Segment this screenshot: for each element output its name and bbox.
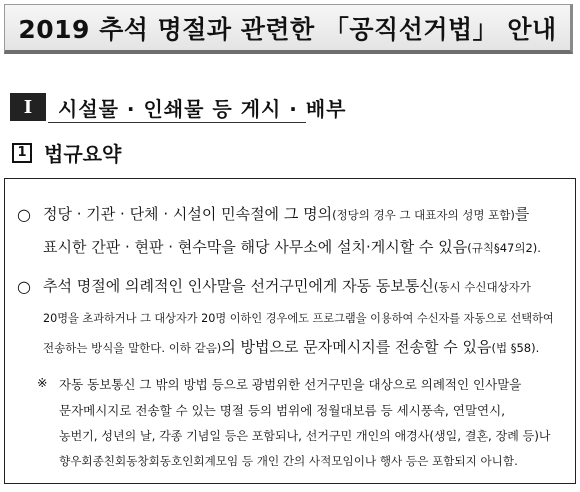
note-line-3: 농번기, 성년의 날, 각종 기념일 등은 포함되나, 선거구민 개인의 애경사(생일, 결혼, 장례 등)나 <box>59 429 551 443</box>
item-2-note-start: (동시 수신대상자가 <box>433 280 531 294</box>
note-line-1: 자동 동보통신 그 밖의 방법 등으로 광범위한 선거구민을 대상으로 의례적인 인사말을 <box>59 377 522 392</box>
note-mark: ※ <box>37 375 48 390</box>
item-2-line-3 <box>43 336 539 357</box>
document-title: 2019 추석 명절과 관련한 「공직선거법」 안내 <box>18 14 557 44</box>
item-2-note-middle: 20명을 초과하거나 그 대상자가 20명 이하인 경우에도 프로그램을 이용하여 수신자를 자동으로 선택하여 <box>43 312 554 325</box>
item-1-note: (정당의 경우 그 대표자의 성명 포함) <box>332 208 515 222</box>
item-1-line-2 <box>43 236 541 257</box>
note-line-4: 향우회종친회동창회동호인회계모임 등 개인 간의 사적모임이나 행사 등은 포함되지 아니함. <box>59 454 518 468</box>
item-2-text: 추석 명절에 의례적인 인사말을 선거구민에게 자동 동보통신 <box>43 277 434 295</box>
item-1-text: 정당 · 기관 · 단체 · 시설이 민속절에 그 명의 <box>43 205 333 223</box>
item-1-rule-ref: (규칙§47의2). <box>467 241 541 255</box>
section-header <box>10 93 347 121</box>
item-2-text-2: 의 방법으로 문자메시지를 전송할 수 있음 <box>221 338 492 356</box>
circle-bullet-icon: ○ <box>17 277 31 296</box>
subsection-number: 1 <box>12 143 32 163</box>
item-1-end: 를 <box>514 205 530 223</box>
item-1-text-2: 표시한 간판 · 현판 · 현수막을 해당 사무소에 설치·게시할 수 있음 <box>43 238 468 256</box>
note-line-2: 문자메시지로 전송할 수 있는 명절 등의 범위에 정월대보름 등 세시풍속, 연말연시, <box>59 403 506 418</box>
item-2-line-2 <box>43 310 554 326</box>
item-2-note-end: 전송하는 방식을 말한다. 이하 같음) <box>43 341 222 355</box>
section-number: Ⅰ <box>10 93 46 121</box>
title-banner <box>4 4 573 54</box>
item-2-law-ref: (법 §58). <box>491 341 540 355</box>
subsection-header <box>12 138 121 167</box>
item-1-line-1 <box>43 203 529 224</box>
section-underline <box>48 122 306 123</box>
subsection-title: 법규요약 <box>44 142 122 166</box>
circle-bullet-icon: ○ <box>17 205 31 224</box>
item-2-line-1 <box>43 275 531 296</box>
summary-box <box>4 178 576 484</box>
section-title: 시설물 · 인쇄물 등 게시 · 배부 <box>58 96 347 121</box>
